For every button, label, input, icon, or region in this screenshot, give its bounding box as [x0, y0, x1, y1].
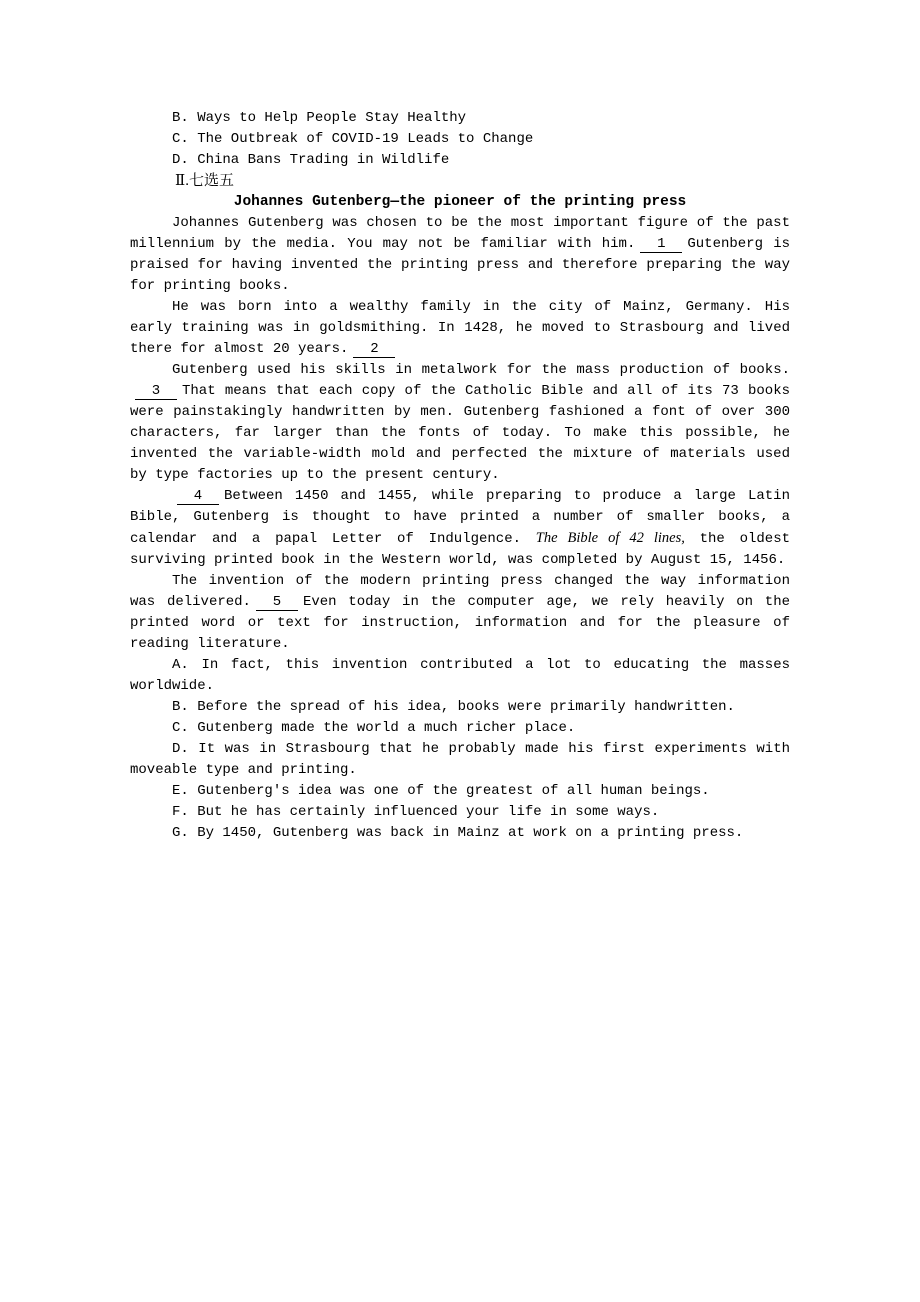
section-label: Ⅱ.七选五	[175, 173, 234, 189]
answer-option-d: D. It was in Strasbourg that he probably made his first experiments with moveable type and printing.	[130, 741, 790, 778]
headline-option-d: D. China Bans Trading in Wildlife	[172, 152, 450, 168]
paragraph-5-text-b: Even today in the computer age, we rely heavily on the printed word or text for instruction, information and for the pleasure of reading literature.	[130, 594, 790, 652]
paragraph-4-text-b: the oldest surviving printed book in the Western world, was completed by August 15, 1456.	[130, 531, 790, 568]
answer-option-c: C. Gutenberg made the world a much richer place.	[172, 720, 576, 736]
blank-1: 1	[640, 236, 682, 253]
answer-option-a: A. In fact, this invention contributed a lot to educating the masses worldwide.	[130, 657, 790, 694]
blank-4: 4	[177, 488, 219, 505]
passage-title: Johannes Gutenberg—the pioneer of the printing press	[233, 194, 687, 210]
blank-3: 3	[135, 383, 177, 400]
paragraph-4-text-a: Between 1450 and 1455, while preparing to produce a large Latin Bible, Gutenberg is thought to have printed a number of smaller books, a calendar and a papal Letter of Indulgence.	[130, 488, 790, 547]
paragraph-3	[130, 360, 790, 486]
paragraph-2-text-a: He was born into a wealthy family in the city of Mainz, Germany. His early training was in goldsmithing. In 1428, he moved to Strasbourg and lived there for almost 20 years.	[130, 299, 790, 357]
blank-2: 2	[353, 341, 395, 358]
answer-option-f: F. But he has certainly influenced your life in some ways.	[172, 804, 660, 820]
paragraph-3-text-b: That means that each copy of the Catholic Bible and all of its 73 books were painstakingly handwritten by men. Gutenberg fashioned a font of over 300 characters, far larger than the fonts of today. To make this possible, he invented the variable-width mold and perfected the mixture of materials used by type factories up to the present century.	[130, 383, 790, 483]
paragraph-3-text-a: Gutenberg used his skills in metalwork for the mass production of books.	[172, 362, 790, 378]
paragraph-5	[130, 571, 790, 655]
answer-option-e: E. Gutenberg's idea was one of the greatest of all human beings.	[172, 783, 710, 799]
paragraph-5-text-a: The invention of the modern printing press changed the way information was delivered.	[130, 573, 790, 610]
answer-option-b: B. Before the spread of his idea, books were primarily handwritten.	[172, 699, 735, 715]
paragraph-1-text-b: Gutenberg is praised for having invented the printing press and therefore preparing the way for printing books.	[130, 236, 790, 294]
paragraph-1-text-a: Johannes Gutenberg was chosen to be the most important figure of the past millennium by the media. You may not be familiar with him.	[130, 215, 790, 252]
headline-option-b: B. Ways to Help People Stay Healthy	[172, 110, 467, 126]
paragraph-2	[130, 297, 790, 360]
headline-option-c: C. The Outbreak of COVID-19 Leads to Change	[172, 131, 534, 147]
paragraph-4	[130, 486, 790, 571]
paragraph-4-book-title: The Bible of 42 lines,	[535, 530, 685, 546]
paragraph-1	[130, 213, 790, 297]
blank-5: 5	[256, 594, 298, 611]
answer-option-g: G. By 1450, Gutenberg was back in Mainz at work on a printing press.	[172, 825, 744, 841]
